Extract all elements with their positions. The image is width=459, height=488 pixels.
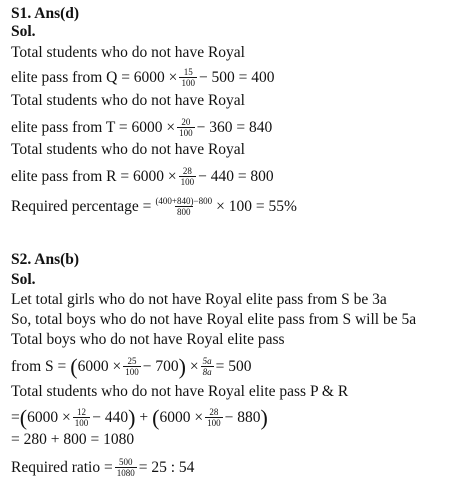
- s2-paren-close: ): [178, 353, 186, 379]
- s1-percentage-line: [11, 196, 297, 217]
- s1-q-pre: elite pass from Q = 6000 ×: [11, 68, 178, 86]
- s2-fromS-post: = 500: [215, 357, 252, 375]
- s2-pr-paren-open-2: (: [152, 404, 160, 430]
- s2-fromS-fraction: [123, 356, 141, 377]
- s1-t-post: − 360 = 840: [196, 118, 273, 136]
- s1-pct-pre: Required percentage =: [11, 197, 152, 215]
- s1-heading-text: S1. Ans(d): [11, 5, 80, 22]
- s1-t-frac-den: 100: [179, 128, 193, 138]
- s1-r-frac-den: 100: [180, 177, 195, 187]
- s2-line3: [11, 331, 285, 349]
- s2-line2-text: So, total boys who do not have Royal elite pass from S will be 5a: [11, 311, 417, 328]
- s1-t-fraction: [177, 117, 195, 138]
- s2-pr-a: 6000 ×: [27, 408, 71, 426]
- s2-pr-frac1-den: 100: [74, 418, 89, 428]
- s2-ratio-frac-num: 500: [118, 457, 133, 467]
- s2-line2: [11, 311, 416, 329]
- s2-pr-c: 6000 ×: [159, 408, 204, 426]
- s1-heading: [11, 5, 79, 23]
- s2-pr-paren-close-1: ): [128, 404, 136, 430]
- s2-pr-frac1-num: 12: [76, 407, 86, 417]
- s2-fromS-pre: from S =: [11, 357, 67, 375]
- s2-pr-fraction2: [205, 407, 223, 428]
- s1-q-line1: [11, 44, 245, 62]
- s2-ratio-post: = 25 : 54: [138, 458, 195, 476]
- s2-fromS-line: [11, 353, 252, 379]
- s2-sum-line: [11, 431, 134, 449]
- s2-sol-text: Sol.: [11, 271, 36, 288]
- s2-ratio-frac-den: 1080: [116, 468, 135, 478]
- s1-r-line1-text: Total students who do not have Royal: [11, 141, 245, 158]
- s2-sum-text: = 280 + 800 = 1080: [11, 431, 135, 448]
- s2-line3-text: Total boys who do not have Royal elite pass: [11, 331, 285, 348]
- s2-pr-frac2-den: 100: [207, 418, 221, 428]
- s2-paren-open: (: [70, 353, 78, 379]
- s2-line4: [11, 383, 348, 401]
- s2-times: ×: [189, 357, 199, 375]
- s1-r-frac-num: 28: [182, 166, 192, 176]
- s2-pr-eq: =: [11, 408, 20, 426]
- s2-pr-frac2-num: 28: [209, 407, 219, 417]
- s1-r-post: − 440 = 800: [198, 167, 274, 185]
- s2-pr-paren-close-2: ): [260, 404, 268, 430]
- s1-q-post: − 500 = 400: [198, 68, 275, 86]
- s2-ratio-fraction: [115, 457, 137, 478]
- s2-pr-line: [11, 404, 268, 430]
- s2-pr-b: − 440: [92, 408, 129, 426]
- s2-fromS-b: − 700: [142, 357, 179, 375]
- s1-t-frac-num: 20: [181, 117, 191, 127]
- s2-fromS-frac-num: 25: [127, 356, 137, 366]
- s1-t-line1: [11, 92, 245, 110]
- s2-pr-paren-open-1: (: [19, 404, 28, 430]
- s1-sol-text: Sol.: [11, 23, 36, 40]
- s1-q-line1-text: Total students who do not have Royal: [11, 44, 245, 61]
- s2-line1-text: Let total girls who do not have Royal elite pass from S be 3a: [11, 291, 387, 308]
- s2-pr-d: − 880: [224, 408, 261, 426]
- s1-r-pre: elite pass from R = 6000 ×: [11, 167, 177, 185]
- s1-q-fraction: [179, 67, 197, 88]
- s2-fromS-fraction2: [201, 356, 214, 377]
- s1-q-line2: [11, 67, 275, 88]
- s2-line1: [11, 291, 387, 309]
- s2-heading-text: S2. Ans(b): [11, 251, 80, 268]
- s2-sol-label: [11, 271, 36, 289]
- s1-t-line2: [11, 117, 272, 138]
- s1-sol-label: [11, 23, 36, 41]
- s1-pct-post: × 100 = 55%: [216, 197, 297, 215]
- s1-t-pre: elite pass from T = 6000 ×: [11, 118, 176, 136]
- s2-fromS-frac-den: 100: [125, 367, 139, 377]
- s1-q-frac-num: 15: [183, 67, 193, 77]
- s2-fromS-frac2-den: 8a: [202, 367, 212, 377]
- s1-pct-frac-num: (400+840)−800: [155, 196, 213, 206]
- s1-r-line1: [11, 141, 245, 159]
- s1-pct-fraction: [153, 196, 214, 217]
- s1-r-fraction: [179, 166, 197, 187]
- s2-line4-text: Total students who do not have Royal elite pass P & R: [11, 383, 349, 400]
- s1-pct-frac-den: 800: [177, 207, 191, 217]
- s1-r-line2: [11, 166, 274, 187]
- s1-t-line1-text: Total students who do not have Royal: [11, 92, 245, 109]
- s2-fromS-a: 6000 ×: [77, 357, 122, 375]
- s2-fromS-frac2-num: 5a: [202, 356, 212, 366]
- s2-ratio-line: [11, 457, 194, 478]
- s2-pr-plus: +: [139, 408, 149, 426]
- s2-heading: [11, 251, 79, 269]
- s1-q-frac-den: 100: [181, 78, 195, 88]
- s2-ratio-pre: Required ratio =: [11, 458, 113, 476]
- s2-pr-fraction1: [73, 407, 91, 428]
